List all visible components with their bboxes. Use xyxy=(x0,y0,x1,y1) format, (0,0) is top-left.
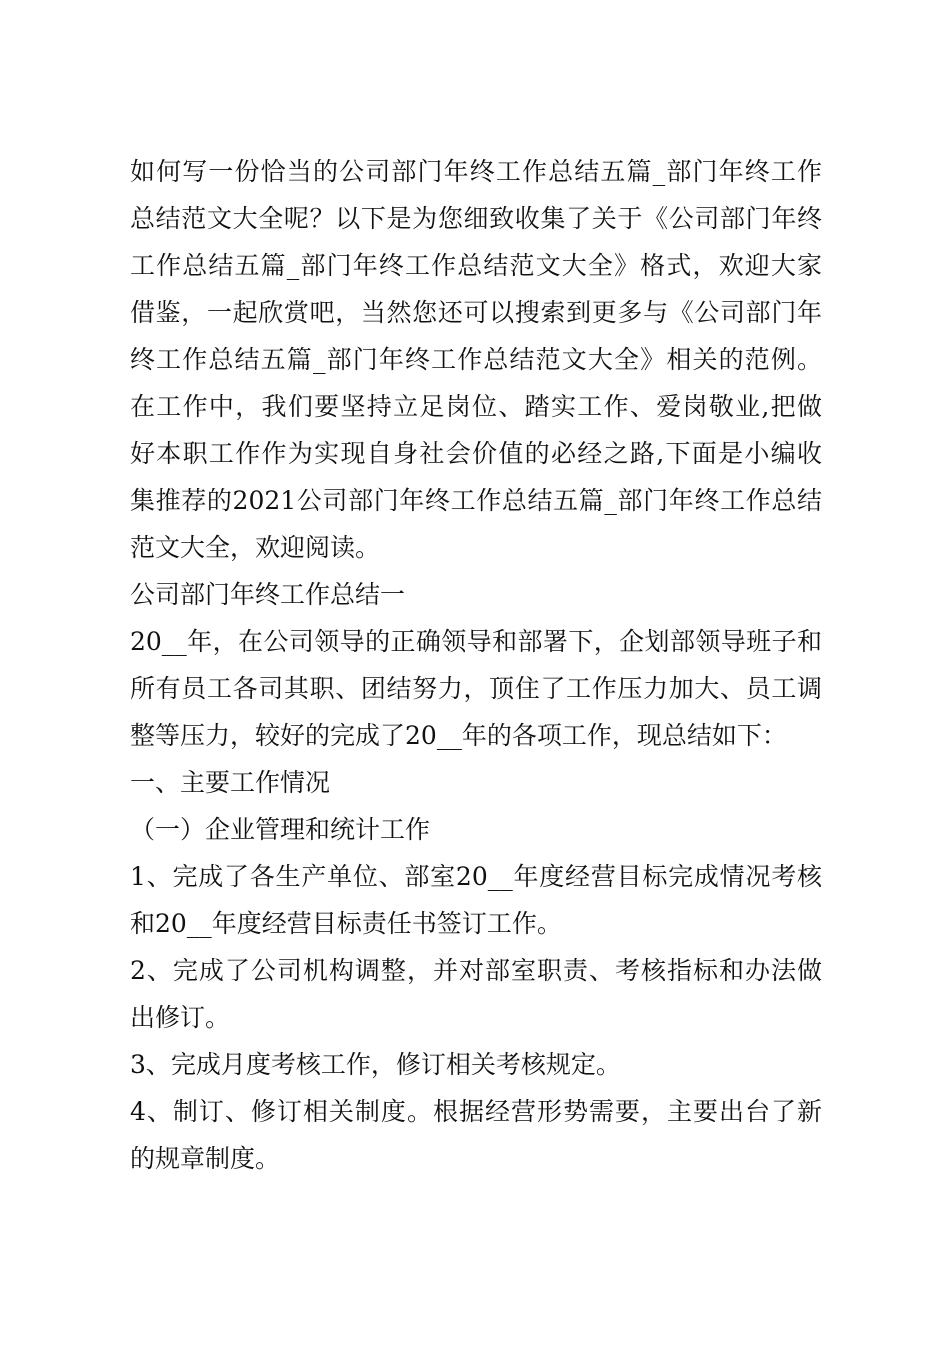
section-heading: 一、主要工作情况 xyxy=(130,768,331,797)
list-item-line: 出修订。 xyxy=(130,1003,231,1032)
text-line: 工作总结五篇_部门年终工作总结范文大全》格式，欢迎大家 xyxy=(130,251,822,280)
text-line: 范文大全，欢迎阅读。 xyxy=(130,533,381,562)
list-item-line: 2、完成了公司机构调整，并对部室职责、考核指标和办法做 xyxy=(130,956,822,985)
text-line: 好本职工作作为实现自身社会价值的必经之路,下面是小编收 xyxy=(130,439,822,468)
text-line: 借鉴，一起欣赏吧，当然您还可以搜索到更多与《公司部门年 xyxy=(130,298,822,327)
text-line: 终工作总结五篇_部门年终工作总结范文大全》相关的范例。 xyxy=(130,345,822,374)
text-line: 所有员工各司其职、团结努力，顶住了工作压力加大、员工调 xyxy=(130,674,822,703)
text-line: 集推荐的2021公司部门年终工作总结五篇_部门年终工作总结 xyxy=(130,486,822,515)
text-line: 整等压力，较好的完成了20__年的各项工作，现总结如下： xyxy=(130,721,787,750)
list-item-line: 4、制订、修订相关制度。根据经营形势需要，主要出台了新 xyxy=(130,1097,822,1126)
section-heading: 公司部门年终工作总结一 xyxy=(130,580,406,609)
text-line: 在工作中，我们要坚持立足岗位、踏实工作、爱岗敬业,把做 xyxy=(130,392,822,421)
list-item-line: 1、完成了各生产单位、部室20__年度经营目标完成情况考核 xyxy=(130,862,822,891)
text-line: 20__年，在公司领导的正确领导和部署下，企划部领导班子和 xyxy=(130,627,822,656)
subsection-heading: （一）企业管理和统计工作 xyxy=(130,815,431,844)
text-line: 总结范文大全呢？以下是为您细致收集了关于《公司部门年终 xyxy=(130,204,822,233)
list-item-line: 的规章制度。 xyxy=(130,1144,281,1173)
document-body xyxy=(130,148,822,1182)
list-item-line: 3、完成月度考核工作，修订相关考核规定。 xyxy=(130,1050,621,1079)
list-item-line: 和20__年度经营目标责任书签订工作。 xyxy=(130,909,562,938)
text-line: 如何写一份恰当的公司部门年终工作总结五篇_部门年终工作 xyxy=(130,157,822,186)
